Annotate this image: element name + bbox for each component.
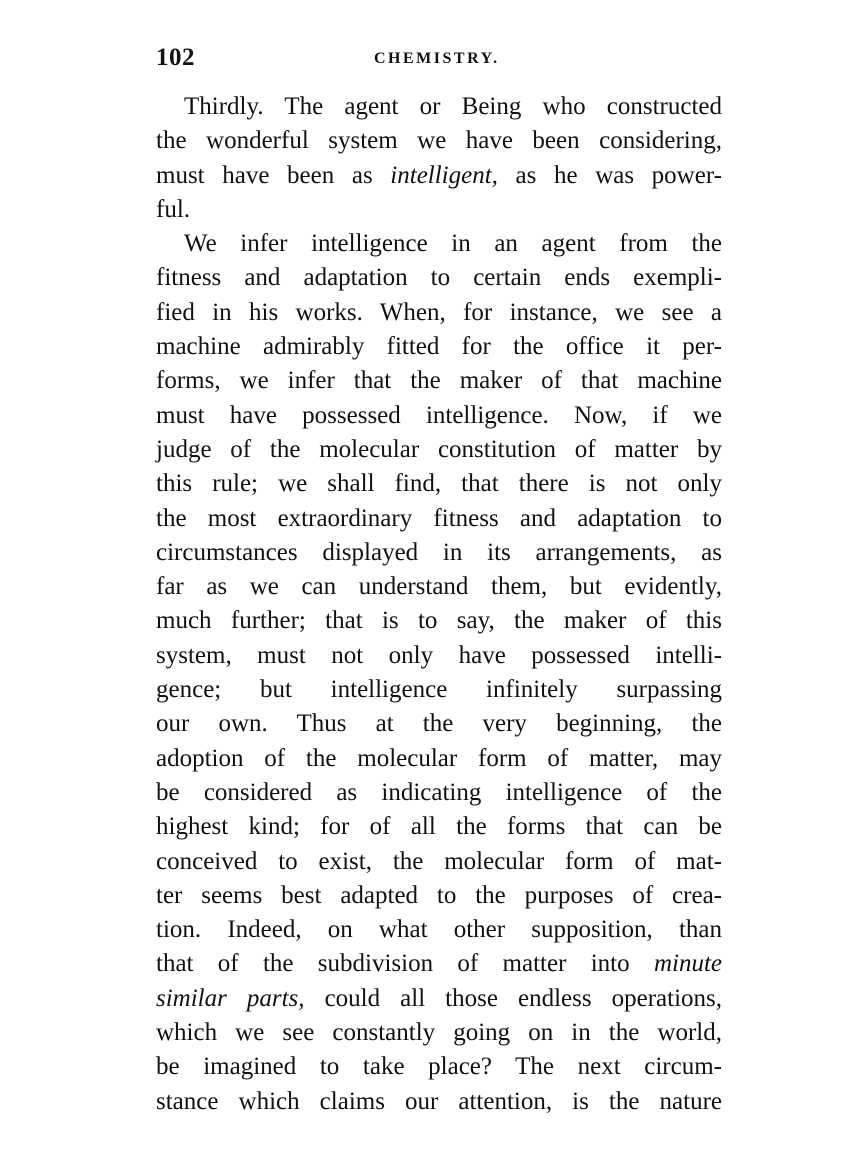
text-line: tion. Indeed, on what other supposition, than bbox=[156, 916, 722, 944]
italic-text-run: minute bbox=[653, 950, 722, 978]
italic-text-run: intelligent, bbox=[390, 161, 498, 189]
text-line: the most extraordinary fitness and adaptation to bbox=[156, 504, 722, 532]
text-line: ter seems best adapted to the purposes of crea- bbox=[156, 881, 722, 909]
text-line bbox=[156, 947, 722, 981]
text-line: the wonderful system we have been considering, bbox=[156, 127, 722, 155]
text-run: must have been as bbox=[156, 161, 391, 189]
text-line: much further; that is to say, the maker of this bbox=[156, 607, 722, 635]
text-line: We infer intelligence in an agent from the bbox=[184, 230, 722, 258]
text-run: that of the subdivision of matter into bbox=[156, 950, 654, 978]
text-line: conceived to exist, the molecular form of mat- bbox=[156, 847, 722, 875]
text-line: gence; but intelligence infinitely surpassing bbox=[156, 676, 722, 704]
text-line: this rule; we shall find, that there is not only bbox=[156, 470, 722, 498]
text-line: system, must not only have possessed intelli- bbox=[156, 641, 722, 669]
text-line: machine admirably fitted for the office it per- bbox=[156, 333, 722, 361]
text-line: far as we can understand them, but evidently, bbox=[156, 573, 722, 601]
text-line: fied in his works. When, for instance, we see a bbox=[156, 298, 722, 326]
text-line: fitness and adaptation to certain ends exempli- bbox=[156, 264, 722, 292]
text-line: adoption of the molecular form of matter, may bbox=[156, 744, 722, 772]
text-line: stance which claims our attention, is the nature bbox=[156, 1087, 722, 1115]
text-line: be considered as indicating intelligence of the bbox=[156, 778, 722, 806]
text-line: which we see constantly going on in the world, bbox=[156, 1019, 722, 1047]
text-run: could all those endless operations, bbox=[304, 984, 722, 1012]
text-line: judge of the molecular constitution of matter by bbox=[156, 435, 722, 463]
text-line: circumstances displayed in its arrangements, as bbox=[156, 538, 722, 566]
text-line bbox=[156, 159, 722, 193]
page-number: 102 bbox=[156, 44, 195, 71]
text-line: our own. Thus at the very beginning, the bbox=[156, 710, 722, 738]
text-line: must have possessed intelligence. Now, if we bbox=[156, 401, 722, 429]
text-line: be imagined to take place? The next circum- bbox=[156, 1053, 722, 1081]
italic-text-run: similar parts, bbox=[156, 984, 305, 1012]
body-text bbox=[156, 90, 722, 1119]
text-line: forms, we infer that the maker of that machine bbox=[156, 367, 722, 395]
text-line: ful. bbox=[156, 195, 191, 223]
text-line: Thirdly. The agent or Being who constructed bbox=[184, 93, 722, 120]
running-title: CHEMISTRY. bbox=[374, 50, 500, 67]
text-line bbox=[156, 982, 722, 1016]
running-head bbox=[156, 44, 722, 78]
text-run: as he was power- bbox=[497, 161, 722, 189]
text-line: highest kind; for of all the forms that can be bbox=[156, 813, 722, 841]
